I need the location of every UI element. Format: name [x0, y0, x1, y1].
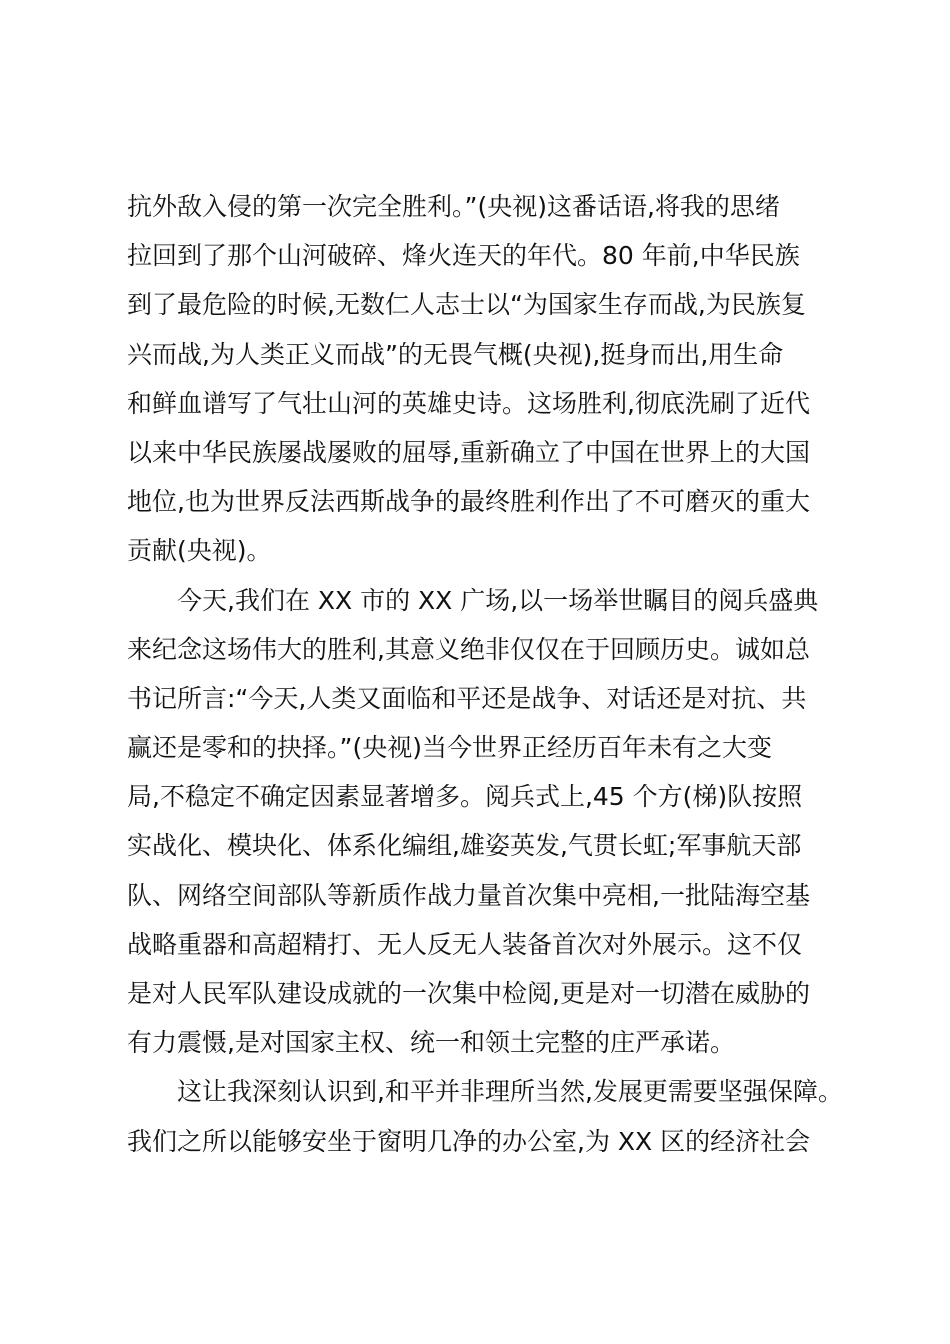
text-line: 拉回到了那个山河破碎、烽火连天的年代。80 年前,中华民族 — [127, 241, 800, 271]
text-line: 兴而战,为人类正义而战”的无畏气概(央视),挺身而出,用生命 — [127, 339, 784, 369]
text-line: 战略重器和高超精打、无人反无人装备首次对外展示。这不仅 — [127, 929, 803, 959]
text-line: 队、网络空间部队等新质作战力量首次集中亮相,一批陆海空基 — [127, 880, 810, 910]
text-line: 有力震慑,是对国家主权、统一和领土完整的庄严承诺。 — [127, 1028, 735, 1058]
text-line: 是对人民军队建设成就的一次集中检阅,更是对一切潜在威胁的 — [127, 979, 810, 1008]
text-line: 地位,也为世界反法西斯战争的最终胜利作出了不可磨灭的重大 — [127, 487, 810, 517]
body-text — [127, 182, 847, 1166]
text-line: 和鲜血谱写了气壮山河的英雄史诗。这场胜利,彻底洗刷了近代 — [127, 388, 810, 418]
text-line: 以来中华民族屡战屡败的屈辱,重新确立了中国在世界上的大国 — [127, 437, 810, 467]
text-line: 局,不稳定不确定因素显著增多。阅兵式上,45 个方(梯)队按照 — [127, 782, 803, 812]
text-line: 赢还是零和的抉择。”(央视)当今世界正经历百年未有之大变 — [127, 733, 772, 763]
text-line: 到了最危险的时候,无数仁人志士以“为国家生存而战,为民族复 — [127, 290, 806, 320]
text-line: 我们之所以能够安坐于窗明几净的办公室,为 XX 区的经济社会 — [127, 1126, 811, 1156]
text-line: 贡献(央视)。 — [127, 536, 272, 566]
text-line: 来纪念这场伟大的胜利,其意义绝非仅仅在于回顾历史。诚如总 — [127, 634, 810, 664]
paragraph-start-line: 这让我深刻认识到,和平并非理所当然,发展更需要坚强保障。 — [177, 1077, 843, 1107]
paragraph-start-line: 今天,我们在 XX 市的 XX 广场,以一场举世瞩目的阅兵盛典 — [177, 585, 819, 615]
text-line: 抗外敌入侵的第一次完全胜利。”(央视)这番话语,将我的思绪 — [127, 192, 780, 221]
text-line: 书记所言:“今天,人类又面临和平还是战争、对话还是对抗、共 — [127, 683, 807, 713]
text-line: 实战化、模块化、体系化编组,雄姿英发,气贯长虹;军事航天部 — [127, 831, 802, 861]
